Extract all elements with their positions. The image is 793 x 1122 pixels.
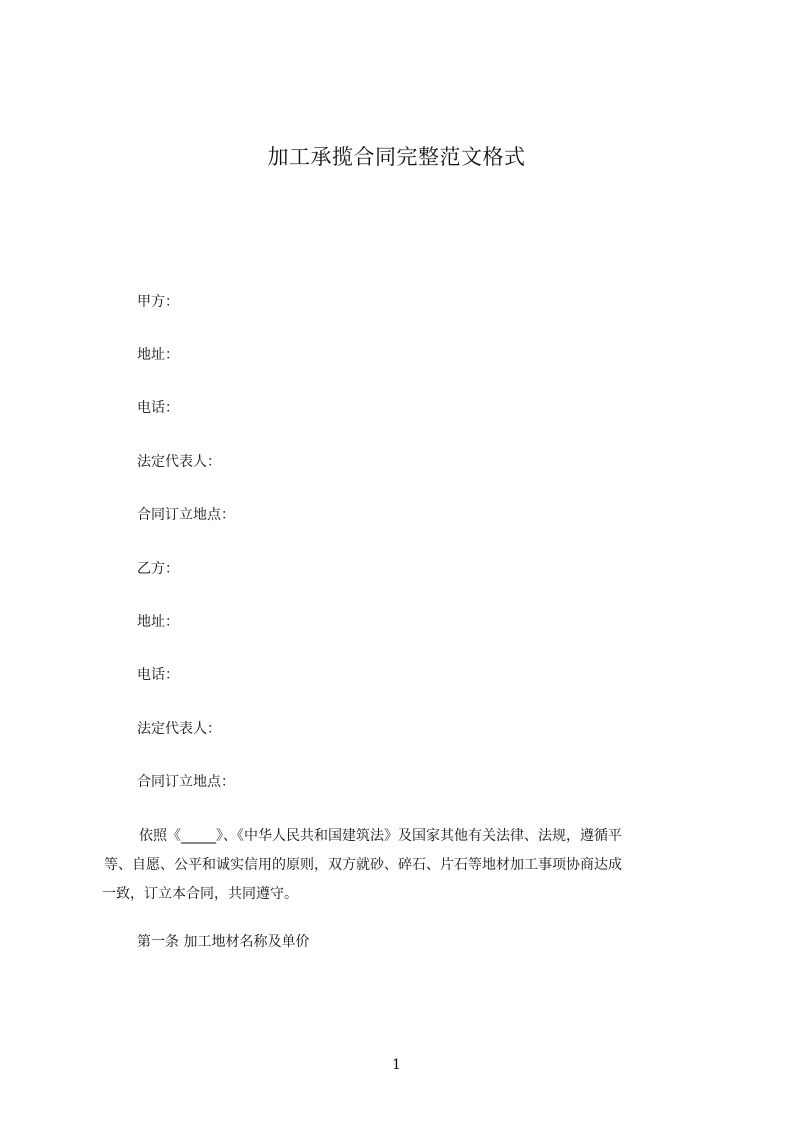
party-b-name-label: 乙方： [137,561,179,577]
preamble-line-3: 一致，订立本合同，共同遵守。 [102,886,298,902]
party-a-signing-place-label: 合同订立地点： [137,507,235,523]
preamble-paragraph [104,822,704,909]
party-b-phone-label: 电话： [137,667,179,683]
preamble-line-2: 等、自愿、公平和诚实信用的原则，双方就砂、碎石、片石等地材加工事项协商达成 [104,857,622,873]
party-b-signing-place-label: 合同订立地点： [137,774,235,790]
document-title: 加工承揽合同完整范文格式 [267,145,526,169]
party-a-address-label: 地址： [137,347,179,363]
page-number: 1 [392,1057,401,1073]
article-1-heading: 第一条 加工地材名称及单价 [137,934,310,950]
party-a-phone-label: 电话： [137,400,179,416]
party-b-address-label: 地址： [137,614,179,630]
preamble-line-1: 依照《_____》、《中华人民共和国建筑法》及国家其他有关法律、法规，遵循平 [139,828,622,844]
party-a-legal-rep-label: 法定代表人： [137,454,221,470]
party-b-legal-rep-label: 法定代表人： [137,721,221,737]
party-a-name-label: 甲方： [137,294,179,310]
